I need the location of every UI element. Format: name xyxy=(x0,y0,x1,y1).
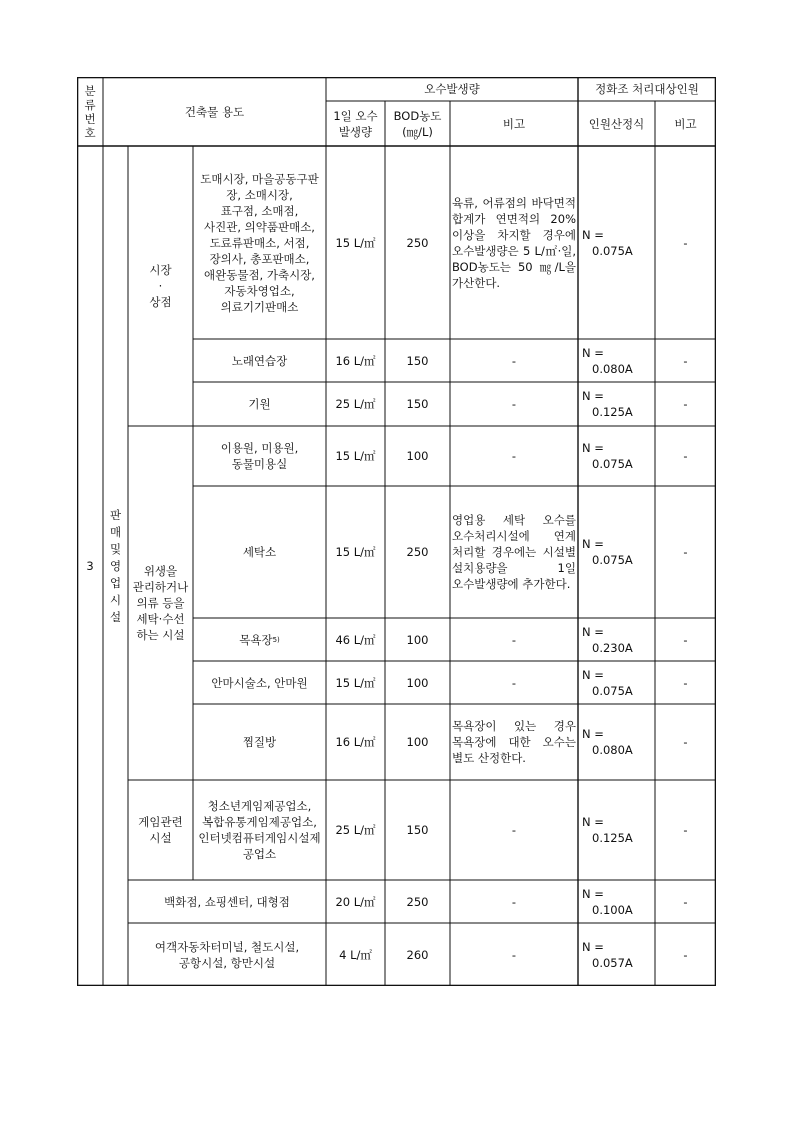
row-daily-sewage: 16 L/㎡ xyxy=(335,735,376,749)
row-remark: - xyxy=(511,947,517,962)
formula-value: 0.125A xyxy=(592,831,633,845)
row-remark-2: - xyxy=(683,947,688,962)
row-population-formula xyxy=(578,146,655,339)
row-use: 이용원, 미용원, 동물미용실 xyxy=(220,441,299,471)
formula-label: N = xyxy=(582,939,604,954)
row-remark-2: - xyxy=(683,632,688,647)
header-classification-no: 분 류 번 호 xyxy=(84,83,96,140)
formula-value: 0.080A xyxy=(592,361,633,376)
row-use: 노래연습장 xyxy=(231,353,288,368)
header-daily-sewage: 1일 오수 발생량 xyxy=(333,108,378,139)
row-daily-sewage: 15 L/㎡ xyxy=(335,449,376,463)
row-population-formula xyxy=(578,661,655,704)
row-population-formula xyxy=(578,382,655,426)
row-remark-2: - xyxy=(683,397,688,411)
row-bod: 100 xyxy=(406,675,429,690)
formula-label: N = xyxy=(582,624,604,639)
formula-value: 0.125A xyxy=(592,405,633,419)
row-daily-sewage: 15 L/㎡ xyxy=(335,545,376,559)
row-remark-2: - xyxy=(683,735,688,749)
group-number: 3 xyxy=(86,559,94,573)
row-population-formula xyxy=(578,486,655,618)
row-remark-2: - xyxy=(683,353,688,368)
row-bod: 150 xyxy=(406,823,429,837)
row-remark-2: - xyxy=(683,449,688,463)
row-population-formula xyxy=(578,339,655,382)
row-bod: 100 xyxy=(406,735,429,749)
formula-label: N = xyxy=(582,441,604,455)
row-daily-sewage: 15 L/㎡ xyxy=(335,235,376,250)
formula-value: 0.075A xyxy=(592,553,633,567)
formula-label: N = xyxy=(582,389,604,403)
row-remark: - xyxy=(511,353,517,368)
header-remarks: 비고 xyxy=(502,116,526,131)
row-remark-2: - xyxy=(683,823,688,837)
header-remarks-2: 비고 xyxy=(674,116,697,131)
formula-label: N = xyxy=(582,227,604,242)
row-remark: - xyxy=(511,449,517,463)
formula-label: N = xyxy=(582,815,604,829)
row-daily-sewage: 25 L/㎡ xyxy=(335,397,376,411)
formula-value: 0.075A xyxy=(592,683,633,698)
row-use: 목욕장 5) xyxy=(239,632,280,647)
formula-value: 0.075A xyxy=(592,243,633,258)
row-remark: - xyxy=(511,397,517,411)
row-remark-2: - xyxy=(683,545,688,559)
row-remark-2: - xyxy=(683,235,688,250)
row-remark: 영업용 세탁 오수를 오수처리시설에 연계 처리할 경우에는 시설별 설치용량을 1일 오수발생량에 추가한다. xyxy=(452,513,576,591)
row-population-formula xyxy=(578,704,655,780)
row-population-formula xyxy=(578,923,655,986)
row-use-label: 목욕장 xyxy=(239,632,273,647)
row-population-formula xyxy=(578,426,655,486)
row-daily-sewage: 20 L/㎡ xyxy=(335,894,376,909)
row-daily-sewage: 15 L/㎡ xyxy=(335,675,376,690)
row-remark: - xyxy=(511,823,517,837)
row-population-formula xyxy=(578,880,655,923)
row-remark: - xyxy=(511,675,517,690)
row-remark-2: - xyxy=(683,894,688,909)
row-population-formula xyxy=(578,780,655,880)
header-population-formula: 인원산정식 xyxy=(588,116,645,131)
row-remark: 목욕장이 있는 경우 목욕장에 대한 오수는 별도 산정한다. xyxy=(452,719,576,765)
row-use: 기원 xyxy=(248,397,271,411)
row-daily-sewage: 16 L/㎡ xyxy=(335,353,376,368)
group-name: 판 매 및 영 업 시 설 xyxy=(109,507,122,624)
formula-label: N = xyxy=(582,345,604,360)
formula-value: 0.057A xyxy=(592,955,633,970)
row-daily-sewage: 4 L/㎡ xyxy=(339,947,372,962)
row-daily-sewage: 46 L/㎡ xyxy=(335,632,376,647)
header-sewage-generation: 오수발생량 xyxy=(424,82,480,96)
row-bod: 250 xyxy=(406,545,429,559)
row-bod: 100 xyxy=(406,449,429,463)
row-remark-2: - xyxy=(683,675,688,690)
row-use: 백화점, 쇼핑센터, 대형점 xyxy=(164,894,290,909)
row-use: 찜질방 xyxy=(242,735,277,749)
subgroup-hygiene: 위생을 관리하거나 의류 등을 세탁·수선 하는 시설 xyxy=(132,564,189,642)
header-bod: BOD농도 (㎎/L) xyxy=(393,108,442,139)
formula-value: 0.080A xyxy=(592,743,633,757)
row-use: 세탁소 xyxy=(242,545,277,559)
row-population-formula xyxy=(578,618,655,661)
header-target-population: 정화조 처리대상인원 xyxy=(595,82,699,96)
row-bod: 250 xyxy=(406,894,429,909)
row-use: 여객자동차터미널, 철도시설, 공항시설, 항만시설 xyxy=(154,939,300,970)
row-bod: 100 xyxy=(406,632,429,647)
formula-label: N = xyxy=(582,537,604,551)
row-bod: 150 xyxy=(406,397,429,411)
subgroup-market: 시장 · 상점 xyxy=(149,263,172,309)
row-use: 안마시술소, 안마원 xyxy=(211,675,308,690)
row-remark: 육류, 어류점의 바닥면적 합계가 연면적의 20% 이상을 차지할 경우에 오수발생량은 5 L/㎡·일, BOD농도는 50 ㎎/L을 가산한다. xyxy=(452,195,576,290)
row-bod: 250 xyxy=(406,235,429,250)
row-use: 도매시장, 마을공동구판 장, 소매시장, 표구점, 소매점, 사진관, 의약품판매소, 도료류판매소, 서점, 장의사, 총포판매소, 애완동물점, 가축시장, 자동차영업소, 의료기기판매소 xyxy=(200,171,319,314)
row-remark: - xyxy=(511,894,517,909)
formula-label: N = xyxy=(582,886,604,901)
row-remark: - xyxy=(511,632,517,647)
row-daily-sewage: 25 L/㎡ xyxy=(335,823,376,837)
formula-value: 0.100A xyxy=(592,902,633,917)
formula-label: N = xyxy=(582,667,604,682)
subgroup-game: 게임관련 시설 xyxy=(138,815,183,845)
formula-label: N = xyxy=(582,727,604,741)
sewage-table xyxy=(77,77,716,986)
row-bod: 260 xyxy=(406,947,429,962)
header-building-use: 건축물 용도 xyxy=(184,104,245,119)
row-use: 청소년게임제공업소, 복합유통게임제공업소, 인터넷컴퓨터게임시설제 공업소 xyxy=(198,799,321,861)
row-bod: 150 xyxy=(406,353,429,368)
formula-value: 0.075A xyxy=(592,457,633,471)
formula-value: 0.230A xyxy=(592,640,633,655)
